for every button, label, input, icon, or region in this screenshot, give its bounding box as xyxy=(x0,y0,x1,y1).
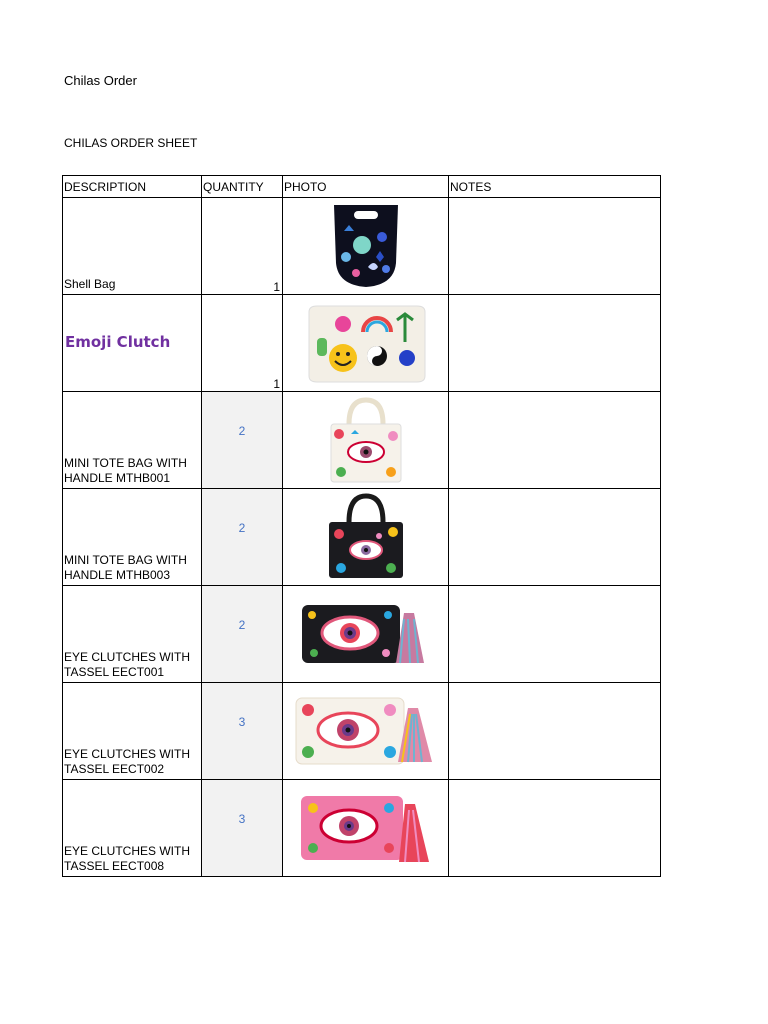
header-description: DESCRIPTION xyxy=(63,176,202,198)
notes-cell[interactable] xyxy=(449,683,661,780)
photo-cell xyxy=(283,198,449,295)
mini-tote-black-photo xyxy=(321,492,411,582)
notes-cell[interactable] xyxy=(449,392,661,489)
mini-tote-white-photo xyxy=(321,394,411,486)
photo-cell xyxy=(283,683,449,780)
table-header-row xyxy=(63,176,661,198)
description-cell: EYE CLUTCHES WITH TASSEL EECT008 xyxy=(63,780,202,877)
eye-clutch-pink-photo xyxy=(299,790,433,866)
table-row xyxy=(63,392,661,489)
quantity-cell[interactable]: 1 xyxy=(202,295,283,392)
description-cell: Shell Bag xyxy=(63,198,202,295)
notes-cell[interactable] xyxy=(449,489,661,586)
description-cell: Emoji Clutch xyxy=(63,295,202,392)
table-row xyxy=(63,198,661,295)
photo-cell xyxy=(283,780,449,877)
description-cell: EYE CLUTCHES WITH TASSEL EECT001 xyxy=(63,586,202,683)
photo-cell xyxy=(283,586,449,683)
quantity-cell[interactable]: 2 xyxy=(202,392,283,489)
quantity-cell[interactable]: 2 xyxy=(202,489,283,586)
table-row xyxy=(63,295,661,392)
photo-cell xyxy=(283,295,449,392)
notes-cell[interactable] xyxy=(449,295,661,392)
table-row xyxy=(63,586,661,683)
table-row xyxy=(63,489,661,586)
shell-bag-photo xyxy=(326,201,406,291)
eye-clutch-black-photo xyxy=(300,599,432,669)
notes-cell[interactable] xyxy=(449,586,661,683)
sheet-title: CHILAS ORDER SHEET xyxy=(64,136,198,150)
table-row xyxy=(63,780,661,877)
header-quantity: QUANTITY xyxy=(202,176,283,198)
description-cell: MINI TOTE BAG WITH HANDLE MTHB001 xyxy=(63,392,202,489)
emoji-clutch-photo xyxy=(301,302,431,384)
order-table xyxy=(62,175,661,877)
document-title: Chilas Order xyxy=(64,73,137,88)
eye-clutch-cream-photo xyxy=(294,692,438,770)
description-cell: EYE CLUTCHES WITH TASSEL EECT002 xyxy=(63,683,202,780)
description-cell: MINI TOTE BAG WITH HANDLE MTHB003 xyxy=(63,489,202,586)
quantity-cell[interactable]: 3 xyxy=(202,683,283,780)
table-row xyxy=(63,683,661,780)
quantity-cell[interactable]: 3 xyxy=(202,780,283,877)
notes-cell[interactable] xyxy=(449,780,661,877)
quantity-cell[interactable]: 1 xyxy=(202,198,283,295)
header-photo: PHOTO xyxy=(283,176,449,198)
photo-cell xyxy=(283,489,449,586)
photo-cell xyxy=(283,392,449,489)
notes-cell[interactable] xyxy=(449,198,661,295)
header-notes: NOTES xyxy=(449,176,661,198)
quantity-cell[interactable]: 2 xyxy=(202,586,283,683)
